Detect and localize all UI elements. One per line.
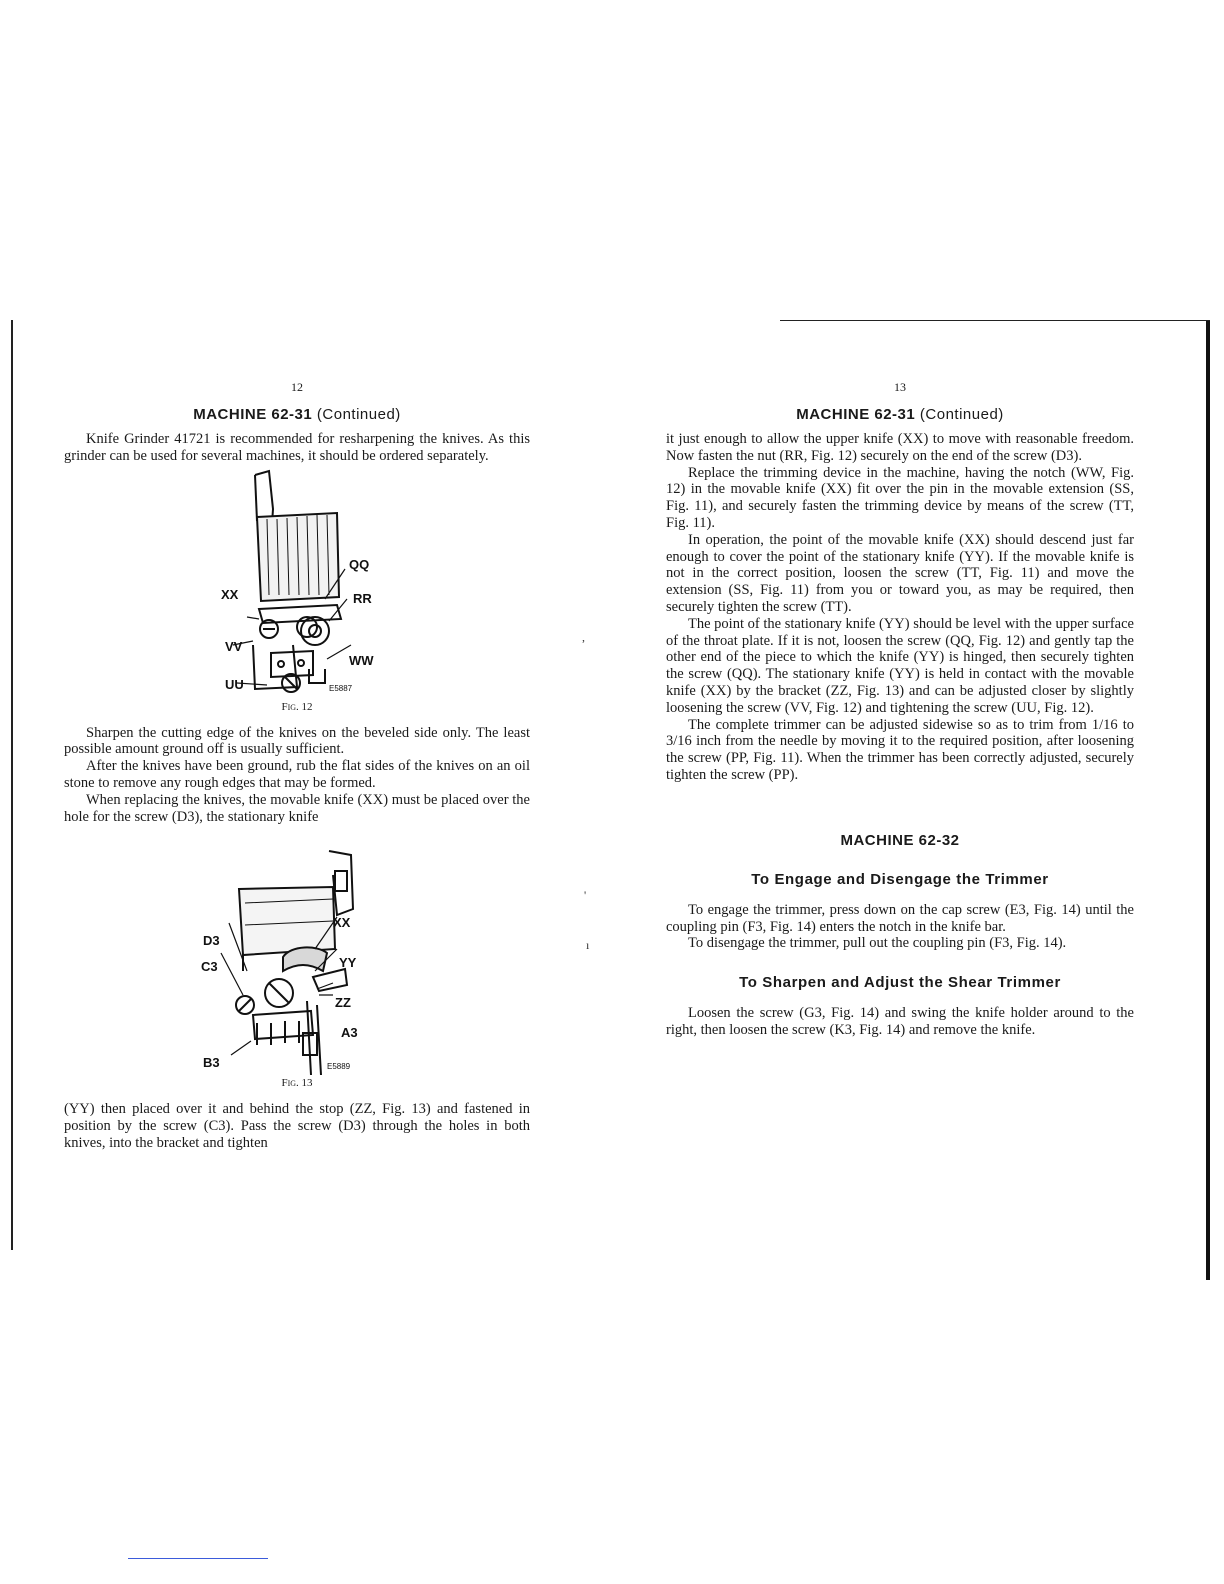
label-qq: QQ — [349, 556, 370, 572]
left-page — [64, 380, 530, 1152]
subsection-heading: To Sharpen and Adjust the Shear Trimmer — [739, 974, 1061, 992]
right-page — [666, 380, 1134, 1039]
label-a3: A3 — [341, 1025, 358, 1041]
top-scan-rule — [780, 320, 1210, 321]
heading-suffix: (Continued) — [919, 406, 1004, 423]
scan-speck: ı — [586, 938, 590, 952]
page-number: 12 — [291, 380, 303, 394]
figure-13 — [187, 845, 407, 1075]
label-c3: C3 — [201, 959, 218, 975]
label-vv: VV — [225, 638, 243, 654]
figure-12 — [197, 469, 397, 699]
left-scan-edge — [11, 320, 13, 1250]
paragraph: it just enough to allow the upper knife (XX) to move with reasonable freedom. Now fasten the nut (RR, Fig. 12) securely on the end of the screw (D3). — [666, 431, 1134, 464]
label-rr: RR — [353, 590, 372, 606]
paragraph: In operation, the point of the movable knife (XX) should descend just far enough to cover the point of the stationary knife (YY). If the movable knife is not in the correct position, loosen the screw (TT, Fig. 11) and move the extension (SS, Fig. 11) from you or toward you, as may be required, then securely tighten the screw (TT). — [666, 531, 1134, 615]
figure-caption: Fig. 13 — [281, 1077, 313, 1090]
paragraph: Replace the trimming device in the machine, having the notch (WW, Fig. 12) in the movable knife (XX) fit over the pin in the movable extension (SS, Fig. 11), and securely fasten the trimming device by means of the screw (TT, Fig. 11). — [666, 464, 1134, 531]
figure-13-illustration — [187, 845, 407, 1075]
page-heading — [666, 406, 1134, 423]
paragraph: After the knives have been ground, rub the flat sides of the knives on an oil stone to remove any rough edges that may be formed. — [64, 758, 530, 791]
right-scan-edge — [1206, 320, 1210, 1280]
label-zz: ZZ — [335, 995, 351, 1011]
subsection-heading: To Engage and Disengage the Trimmer — [751, 870, 1049, 888]
label-yy: YY — [339, 955, 357, 971]
paragraph: When replacing the knives, the movable knife (XX) must be placed over the hole for the screw (D3), the stationary knife — [64, 791, 530, 825]
paragraph: Loosen the screw (G3, Fig. 14) and swing the knife holder around to the right, then loosen the screw (K3, Fig. 14) and remove the knife. — [666, 1005, 1134, 1038]
figure-code: E5887 — [329, 683, 353, 693]
figure-12-illustration — [197, 469, 397, 699]
label-xx: XX — [333, 915, 351, 931]
label-d3: D3 — [203, 933, 220, 949]
label-uu: UU — [225, 676, 244, 692]
label-b3: B3 — [203, 1055, 220, 1071]
scan-speck: ' — [584, 888, 587, 902]
paragraph: The point of the stationary knife (YY) should be level with the upper surface of the throat plate. If it is not, loosen the screw (QQ, Fig. 12) and gently tap the other end of the piece to which the knife (YY) is hinged, then securely tighten the screw (QQ). The stationary knife (YY) is held in contact with the movable knife (XX) by the bracket (ZZ, Fig. 13) and can be adjusted closer by slightly loosening the screw (VV, Fig. 12) and tightening the screw (UU, Fig. 12). — [666, 615, 1134, 716]
paragraph: To disengage the trimmer, pull out the coupling pin (F3, Fig. 14). — [688, 935, 1067, 952]
page-heading — [64, 406, 530, 423]
heading-title: MACHINE 62-31 — [193, 406, 313, 423]
label-ww: WW — [349, 652, 374, 668]
paragraph: The complete trimmer can be adjusted sidewise so as to trim from 1/16 to 3/16 inch from the needle by moving it to the required position, after loosening the screw (PP, Fig. 11). When the trimmer has been correctly adjusted, securely tighten the screw (PP). — [666, 716, 1134, 783]
heading-title: MACHINE 62-31 — [796, 406, 916, 423]
figure-caption: Fig. 12 — [281, 700, 313, 713]
bottom-underline — [128, 1558, 268, 1559]
figure-code: E5889 — [327, 1062, 351, 1072]
page-number: 13 — [894, 380, 906, 394]
paragraph: Sharpen the cutting edge of the knives on the beveled side only. The least possible amount ground off is usually sufficient. — [64, 724, 530, 758]
section-heading: MACHINE 62-32 — [840, 831, 960, 849]
paragraph: Knife Grinder 41721 is recommended for resharpening the knives. As this grinder can be used for several machines, it should be ordered separately. — [64, 431, 530, 464]
paragraph: (YY) then placed over it and behind the stop (ZZ, Fig. 13) and fastened in position by the screw (C3). Pass the screw (D3) through the holes in both knives, into the bracket and tighten — [64, 1101, 530, 1151]
scan-speck: , — [582, 630, 585, 644]
paragraph: To engage the trimmer, press down on the cap screw (E3, Fig. 14) until the coupling pin (F3, Fig. 14) enters the notch in the knife bar. — [666, 901, 1134, 935]
label-xx: XX — [221, 586, 239, 602]
heading-suffix: (Continued) — [316, 406, 401, 423]
